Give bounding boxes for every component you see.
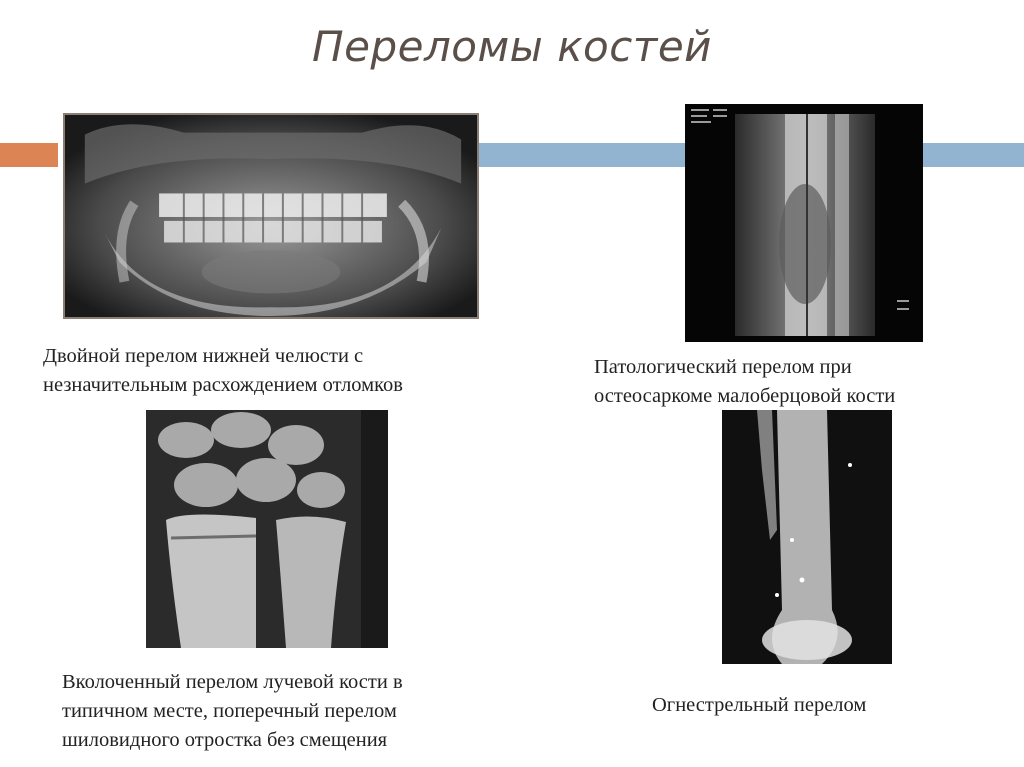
caption-fibula [594, 353, 895, 411]
gunshot-xray-image [722, 410, 892, 664]
caption-line: остеосаркоме малоберцовой кости [594, 385, 896, 407]
caption-line: Огнестрельный перелом [652, 694, 867, 716]
caption-gunshot [652, 691, 866, 720]
blue-accent-bar-middle [478, 143, 688, 167]
wrist-xray-image [146, 410, 388, 648]
caption-line: незначительным расхождением отломков [43, 374, 403, 396]
jaw-xray-image [63, 113, 479, 319]
caption-line: Патологический перелом при [594, 356, 852, 378]
caption-line: типичном месте, поперечный перелом [62, 700, 397, 722]
caption-jaw [43, 342, 403, 400]
caption-wrist [62, 668, 403, 755]
slide-title: Переломы костей [312, 22, 712, 71]
orange-accent-bar [0, 143, 58, 167]
fibula-xray-image [685, 104, 923, 342]
caption-line: Двойной перелом нижней челюсти с [43, 345, 364, 367]
caption-line: шиловидного отростка без смещения [62, 729, 388, 751]
caption-line: Вколоченный перелом лучевой кости в [62, 671, 403, 693]
blue-accent-bar-right [922, 143, 1024, 167]
